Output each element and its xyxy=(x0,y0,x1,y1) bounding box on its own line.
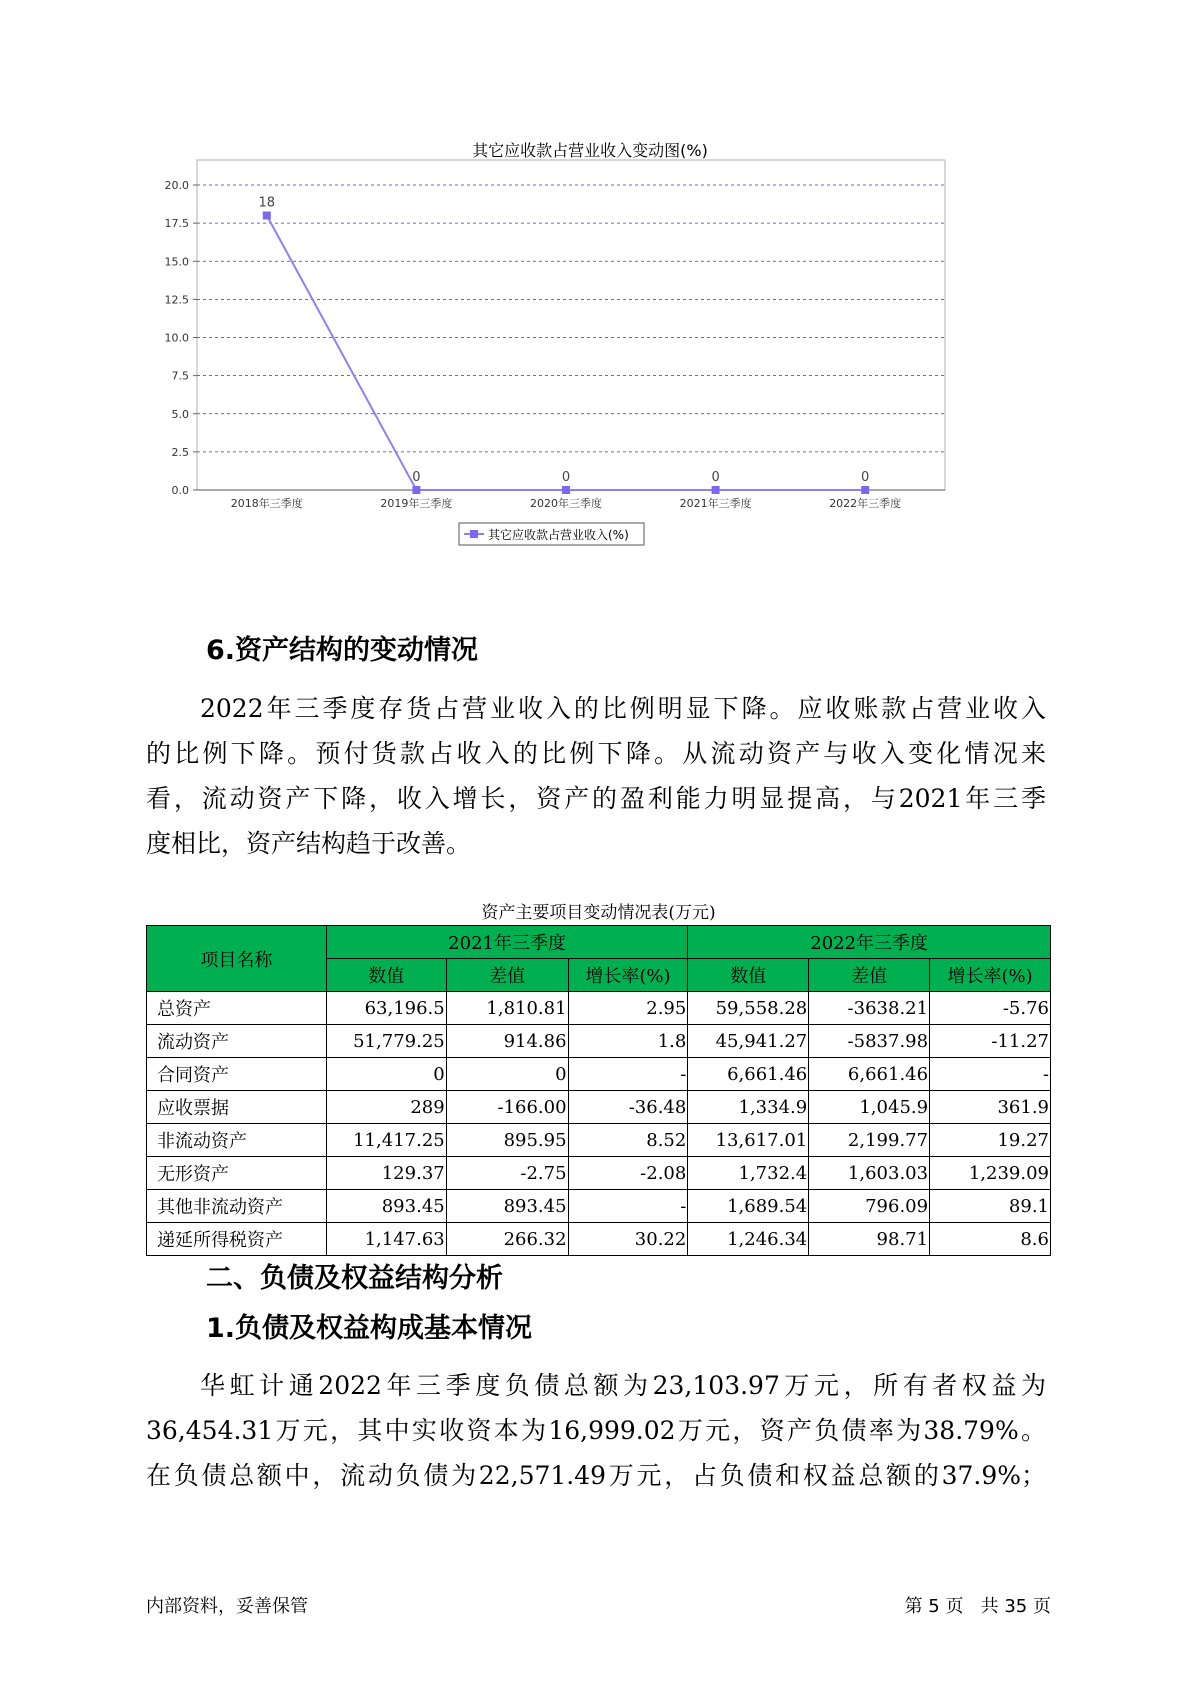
value-cell: 59,558.28 xyxy=(688,992,809,1025)
table-row xyxy=(147,1058,1051,1091)
section6-paragraph xyxy=(146,686,1046,866)
data-label: 0 xyxy=(861,470,870,485)
value-cell: 266.32 xyxy=(446,1223,568,1256)
item-name-cell: 流动资产 xyxy=(147,1025,327,1058)
value-cell: - xyxy=(568,1058,688,1091)
y-tick-label: 7.5 xyxy=(171,369,189,383)
value-cell: 6,661.46 xyxy=(809,1058,930,1091)
data-label: 18 xyxy=(258,195,276,211)
subsection-heading: 1.负债及权益构成基本情况 xyxy=(206,1313,533,1344)
y-tick-label: 2.5 xyxy=(171,445,189,459)
value-cell: 893.45 xyxy=(326,1190,446,1223)
y-tick-label: 17.5 xyxy=(164,217,189,231)
header-period-2022: 2022年三季度 xyxy=(688,926,1051,959)
value-cell: 2.95 xyxy=(568,992,688,1025)
value-cell: 30.22 xyxy=(568,1223,688,1256)
table-row xyxy=(147,1091,1051,1124)
value-cell: 11,417.25 xyxy=(326,1124,446,1157)
item-name-cell: 应收票据 xyxy=(147,1091,327,1124)
y-tick-label: 15.0 xyxy=(164,255,189,269)
paragraph-line: 36,454.31万元，其中实收资本为16,999.02万元，资产负债率为38.79%。 xyxy=(146,1416,1046,1445)
x-tick-label: 2020年三季度 xyxy=(530,497,602,510)
x-tick-label: 2018年三季度 xyxy=(230,497,303,510)
data-point xyxy=(562,486,570,494)
value-cell: 1,246.34 xyxy=(688,1223,809,1256)
item-name-cell: 合同资产 xyxy=(147,1058,327,1091)
value-cell: 895.95 xyxy=(446,1124,568,1157)
value-cell: 1,603.03 xyxy=(809,1157,930,1190)
value-cell: 1.8 xyxy=(568,1025,688,1058)
value-cell: 1,147.63 xyxy=(326,1223,446,1256)
table-row xyxy=(147,1025,1051,1058)
legend xyxy=(459,523,644,545)
value-cell: 8.52 xyxy=(568,1124,688,1157)
paragraph-line: 度相比，资产结构趋于改善。 xyxy=(146,829,472,858)
item-name-cell: 其他非流动资产 xyxy=(147,1190,327,1223)
value-cell: -11.27 xyxy=(930,1025,1051,1058)
value-cell: 2,199.77 xyxy=(809,1124,930,1157)
page-number: 第 5 页 共 35 页 xyxy=(904,1596,1051,1617)
value-cell: 6,661.46 xyxy=(688,1058,809,1091)
value-cell: 1,239.09 xyxy=(930,1157,1051,1190)
header-period-2021: 2021年三季度 xyxy=(326,926,688,959)
data-point xyxy=(712,486,720,494)
item-name-cell: 非流动资产 xyxy=(147,1124,327,1157)
data-label: 0 xyxy=(711,470,720,485)
chart xyxy=(150,140,1030,590)
header-difference: 差值 xyxy=(809,959,930,992)
legend-swatch-marker xyxy=(470,530,478,538)
value-cell: -166.00 xyxy=(446,1091,568,1124)
data-label: 0 xyxy=(412,470,421,485)
value-cell: 361.9 xyxy=(930,1091,1051,1124)
value-cell: 796.09 xyxy=(809,1190,930,1223)
item-name-cell: 总资产 xyxy=(147,992,327,1025)
value-cell: -5837.98 xyxy=(809,1025,930,1058)
paragraph-line: 2022年三季度存货占营业收入的比例明显下降。应收账款占营业收入 xyxy=(200,694,1046,723)
item-name-cell: 递延所得税资产 xyxy=(147,1223,327,1256)
table-row xyxy=(147,992,1051,1025)
paragraph-line: 华虹计通2022年三季度负债总额为23,103.97万元，所有者权益为 xyxy=(200,1371,1046,1400)
x-tick-label: 2021年三季度 xyxy=(679,497,752,510)
value-cell: 8.6 xyxy=(930,1223,1051,1256)
y-tick-label: 10.0 xyxy=(164,331,189,345)
value-cell: - xyxy=(568,1190,688,1223)
y-tick-label: 20.0 xyxy=(164,179,189,192)
value-cell: 45,941.27 xyxy=(688,1025,809,1058)
legend-label: 其它应收款占营业收入(%) xyxy=(488,528,629,542)
header-value: 数值 xyxy=(326,959,446,992)
x-tick-label: 2019年三季度 xyxy=(380,497,453,510)
value-cell: 129.37 xyxy=(326,1157,446,1190)
y-tick-label: 12.5 xyxy=(164,293,189,307)
section-heading: 6.资产结构的变动情况 xyxy=(206,635,479,666)
header-growth-rate: 增长率(%) xyxy=(568,959,688,992)
data-point xyxy=(263,212,271,220)
section2-paragraph xyxy=(146,1363,1046,1498)
value-cell: -5.76 xyxy=(930,992,1051,1025)
data-point xyxy=(861,486,869,494)
chart-title: 其它应收款占营业收入变动图(%) xyxy=(472,141,708,160)
header-item-name: 项目名称 xyxy=(147,926,327,992)
value-cell: 0 xyxy=(326,1058,446,1091)
value-cell: 1,732.4 xyxy=(688,1157,809,1190)
value-cell: -2.75 xyxy=(446,1157,568,1190)
value-cell: 1,810.81 xyxy=(446,992,568,1025)
value-cell: 1,334.9 xyxy=(688,1091,809,1124)
plot-area xyxy=(197,160,945,490)
paragraph-line: 的比例下降。预付货款占收入的比例下降。从流动资产与收入变化情况来 xyxy=(146,739,1046,768)
x-tick-label: 2022年三季度 xyxy=(829,497,902,510)
value-cell: 893.45 xyxy=(446,1190,568,1223)
value-cell: 289 xyxy=(326,1091,446,1124)
table-caption: 资产主要项目变动情况表(万元) xyxy=(481,903,716,923)
data-point xyxy=(412,486,420,494)
header-value: 数值 xyxy=(688,959,809,992)
value-cell: 1,689.54 xyxy=(688,1190,809,1223)
y-tick-label: 0.0 xyxy=(171,484,189,497)
line-chart xyxy=(150,140,1030,590)
value-cell: - xyxy=(930,1058,1051,1091)
value-cell: 98.71 xyxy=(809,1223,930,1256)
value-cell: 51,779.25 xyxy=(326,1025,446,1058)
value-cell: 1,045.9 xyxy=(809,1091,930,1124)
value-cell: -2.08 xyxy=(568,1157,688,1190)
table-row xyxy=(147,1157,1051,1190)
value-cell: 63,196.5 xyxy=(326,992,446,1025)
value-cell: 0 xyxy=(446,1058,568,1091)
header-difference: 差值 xyxy=(446,959,568,992)
table-row xyxy=(147,1190,1051,1223)
asset-change-table xyxy=(146,925,1051,1256)
item-name-cell: 无形资产 xyxy=(147,1157,327,1190)
value-cell: 19.27 xyxy=(930,1124,1051,1157)
footer-confidential: 内部资料，妥善保管 xyxy=(146,1596,308,1617)
table-row xyxy=(147,1223,1051,1256)
header-growth-rate: 增长率(%) xyxy=(930,959,1051,992)
section-heading: 二、负债及权益结构分析 xyxy=(206,1263,503,1294)
table-row xyxy=(147,1124,1051,1157)
paragraph-line: 在负债总额中，流动负债为22,571.49万元，占负债和权益总额的37.9%； xyxy=(146,1461,1046,1490)
paragraph-line: 看，流动资产下降，收入增长，资产的盈利能力明显提高，与2021年三季 xyxy=(146,784,1046,813)
value-cell: 914.86 xyxy=(446,1025,568,1058)
data-label: 0 xyxy=(561,470,571,485)
value-cell: -3638.21 xyxy=(809,992,930,1025)
value-cell: 13,617.01 xyxy=(688,1124,809,1157)
value-cell: -36.48 xyxy=(568,1091,688,1124)
y-tick-label: 5.0 xyxy=(171,407,189,421)
value-cell: 89.1 xyxy=(930,1190,1051,1223)
